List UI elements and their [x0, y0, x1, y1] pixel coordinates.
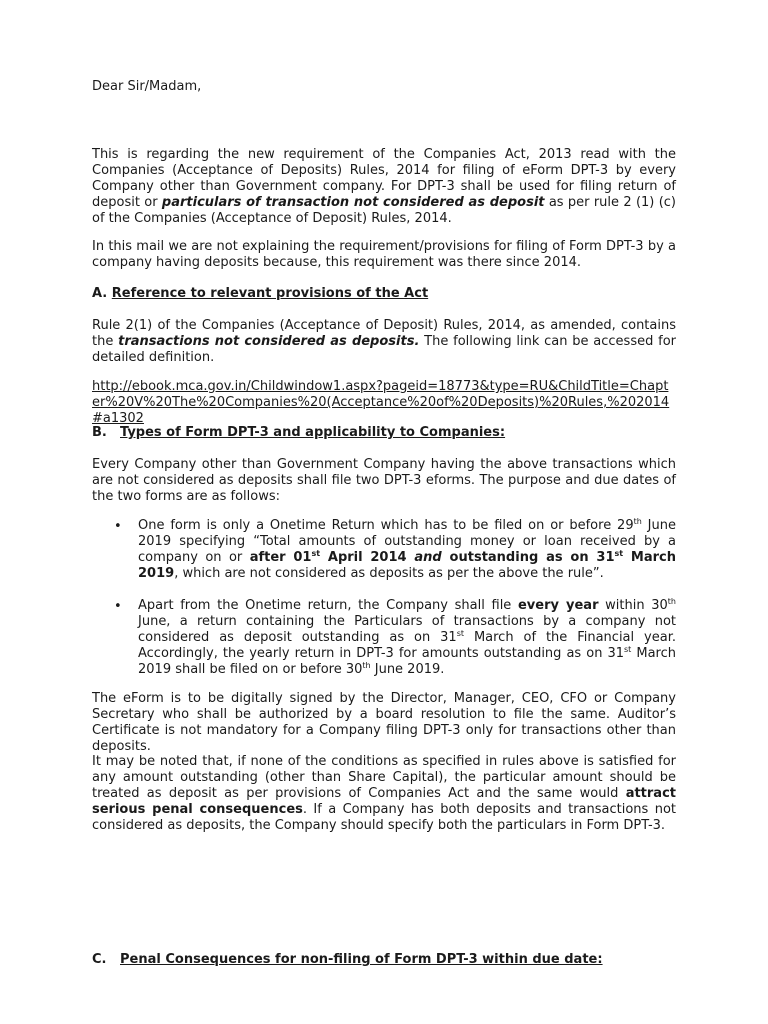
bullet2-bold-1: every year [517, 598, 599, 613]
bullet-yearly-return [138, 598, 676, 678]
mca-ebook-link[interactable]: http://ebook.mca.gov.in/Childwindow1.aspx?pageid=18773&type=RU&ChildTitle=Chapter%20V%20The%20Companies%20(Acceptance%20of%20Deposits)%20Rules,%202014#a1302 [92, 379, 670, 426]
section-b-title: Types of Form DPT-3 and applicability to Companies: [120, 425, 506, 440]
bullet2-text-6: June 2019. [370, 662, 445, 677]
bullet-onetime-return [138, 518, 676, 582]
intro-emphasis: particulars of transaction not considered as deposit [161, 195, 545, 210]
section-b-label: B. [92, 425, 107, 440]
bullet2-sup-2: st [456, 629, 465, 638]
penal-note-text-1: It may be noted that, if none of the conditions as specified in rules above is satisfied for any amount outstanding (other than Share Capital), the particular amount should be treated as deposit as per provisions of Companies Act and the same would [92, 754, 676, 801]
bullet1-sup-3: st [614, 549, 624, 558]
bullet1-sup-2: st [311, 549, 321, 558]
esign-paragraph: The eForm is to be digitally signed by the Director, Manager, CEO, CFO or Company Secretary who shall be authorized by a board resolution to file the same. Auditor’s Certificate is not mandatory for a Company filing DPT-3 only for transactions other than deposits. [92, 691, 676, 754]
bullet2-sup-4: th [362, 661, 371, 670]
bullet2-sup-3: st [624, 645, 632, 654]
bullet1-text-1: One form is only a Onetime Return which has to be filed on or before 29 [138, 518, 634, 533]
section-b-heading [92, 425, 676, 441]
section-b-intro: Every Company other than Government Company having the above transactions which are not considered as deposits shall file two DPT-3 eforms. The purpose and due dates of the two forms are as follows: [92, 457, 676, 504]
bullet1-bold-2: April 2014 [320, 550, 415, 565]
section-c-heading [92, 952, 676, 968]
intro-paragraph [92, 147, 676, 227]
bullet2-text-1: Apart from the Onetime return, the Company shall file [138, 598, 518, 613]
section-c-label: C. [92, 952, 107, 967]
paragraph-not-explaining: In this mail we are not explaining the requirement/provisions for filing of Form DPT-3 by a company having deposits because, this requirement was there since 2014. [92, 239, 676, 270]
intro-text-1: This is regarding the new requirement of the Companies Act, 2013 read with the Companies (Acceptance of Deposits) Rules, 2014 for filing of eForm DPT-3 by every Company other than Government company. For DPT-3 shall be used for filing return of deposit or [92, 147, 676, 210]
bullet1-text-3: , which are not considered as deposits as per the above the rule”. [174, 566, 604, 581]
bullet2-text-4: March of the Financial year. Accordingly, the yearly return in DPT-3 for amounts outstanding as on 31 [138, 630, 676, 661]
section-a-emphasis: transactions not considered as deposits. [118, 334, 420, 349]
bullet2-text-3: June, a return containing the Particulars of transactions by a company not considered as deposit outstanding as on 31 [138, 614, 676, 645]
greeting: Dear Sir/Madam, [92, 79, 202, 94]
bullet2-text-2: within 30 [598, 598, 668, 613]
section-a-title: Reference to relevant provisions of the Act [111, 286, 429, 301]
bullet1-sup-1: th [633, 517, 642, 526]
bullet2-text-5: March 2019 shall be filed on or before 30 [138, 646, 676, 677]
section-a-text-1: Rule 2(1) of the Companies (Acceptance of Deposit) Rules, 2014, as amended, contains the [92, 318, 676, 349]
section-a-label: A. [92, 286, 108, 301]
bullet1-bold-italic: and [414, 550, 442, 565]
bullet1-bold-3: outstanding as on 31 [441, 550, 615, 565]
section-c-title: Penal Consequences for non-filing of Form DPT-3 within due date: [120, 952, 603, 967]
penal-note-paragraph [92, 754, 676, 834]
section-a-heading [92, 286, 676, 302]
penal-note-bold: attract serious penal consequences [92, 786, 676, 817]
bullet1-bold-4: March 2019 [138, 550, 676, 581]
bullet1-text-2: June 2019 specifying “Total amounts of outstanding money or loan received by a company on or [138, 518, 676, 565]
mca-link-paragraph [92, 379, 676, 427]
bullet1-bold-1: after 01 [249, 550, 312, 565]
intro-text-2: as per rule 2 (1) (c) of the Companies (Acceptance of Deposit) Rules, 2014. [92, 195, 676, 226]
section-a-paragraph [92, 318, 676, 366]
bullet2-sup-1: th [667, 597, 677, 606]
penal-note-text-2: . If a Company has both deposits and transactions not considered as deposits, the Company should specify both the particulars in Form DPT-3. [92, 802, 676, 833]
bullet-marker-2: • [114, 599, 122, 614]
section-a-text-2: The following link can be accessed for detailed definition. [92, 334, 677, 365]
bullet-marker-1: • [114, 519, 122, 534]
